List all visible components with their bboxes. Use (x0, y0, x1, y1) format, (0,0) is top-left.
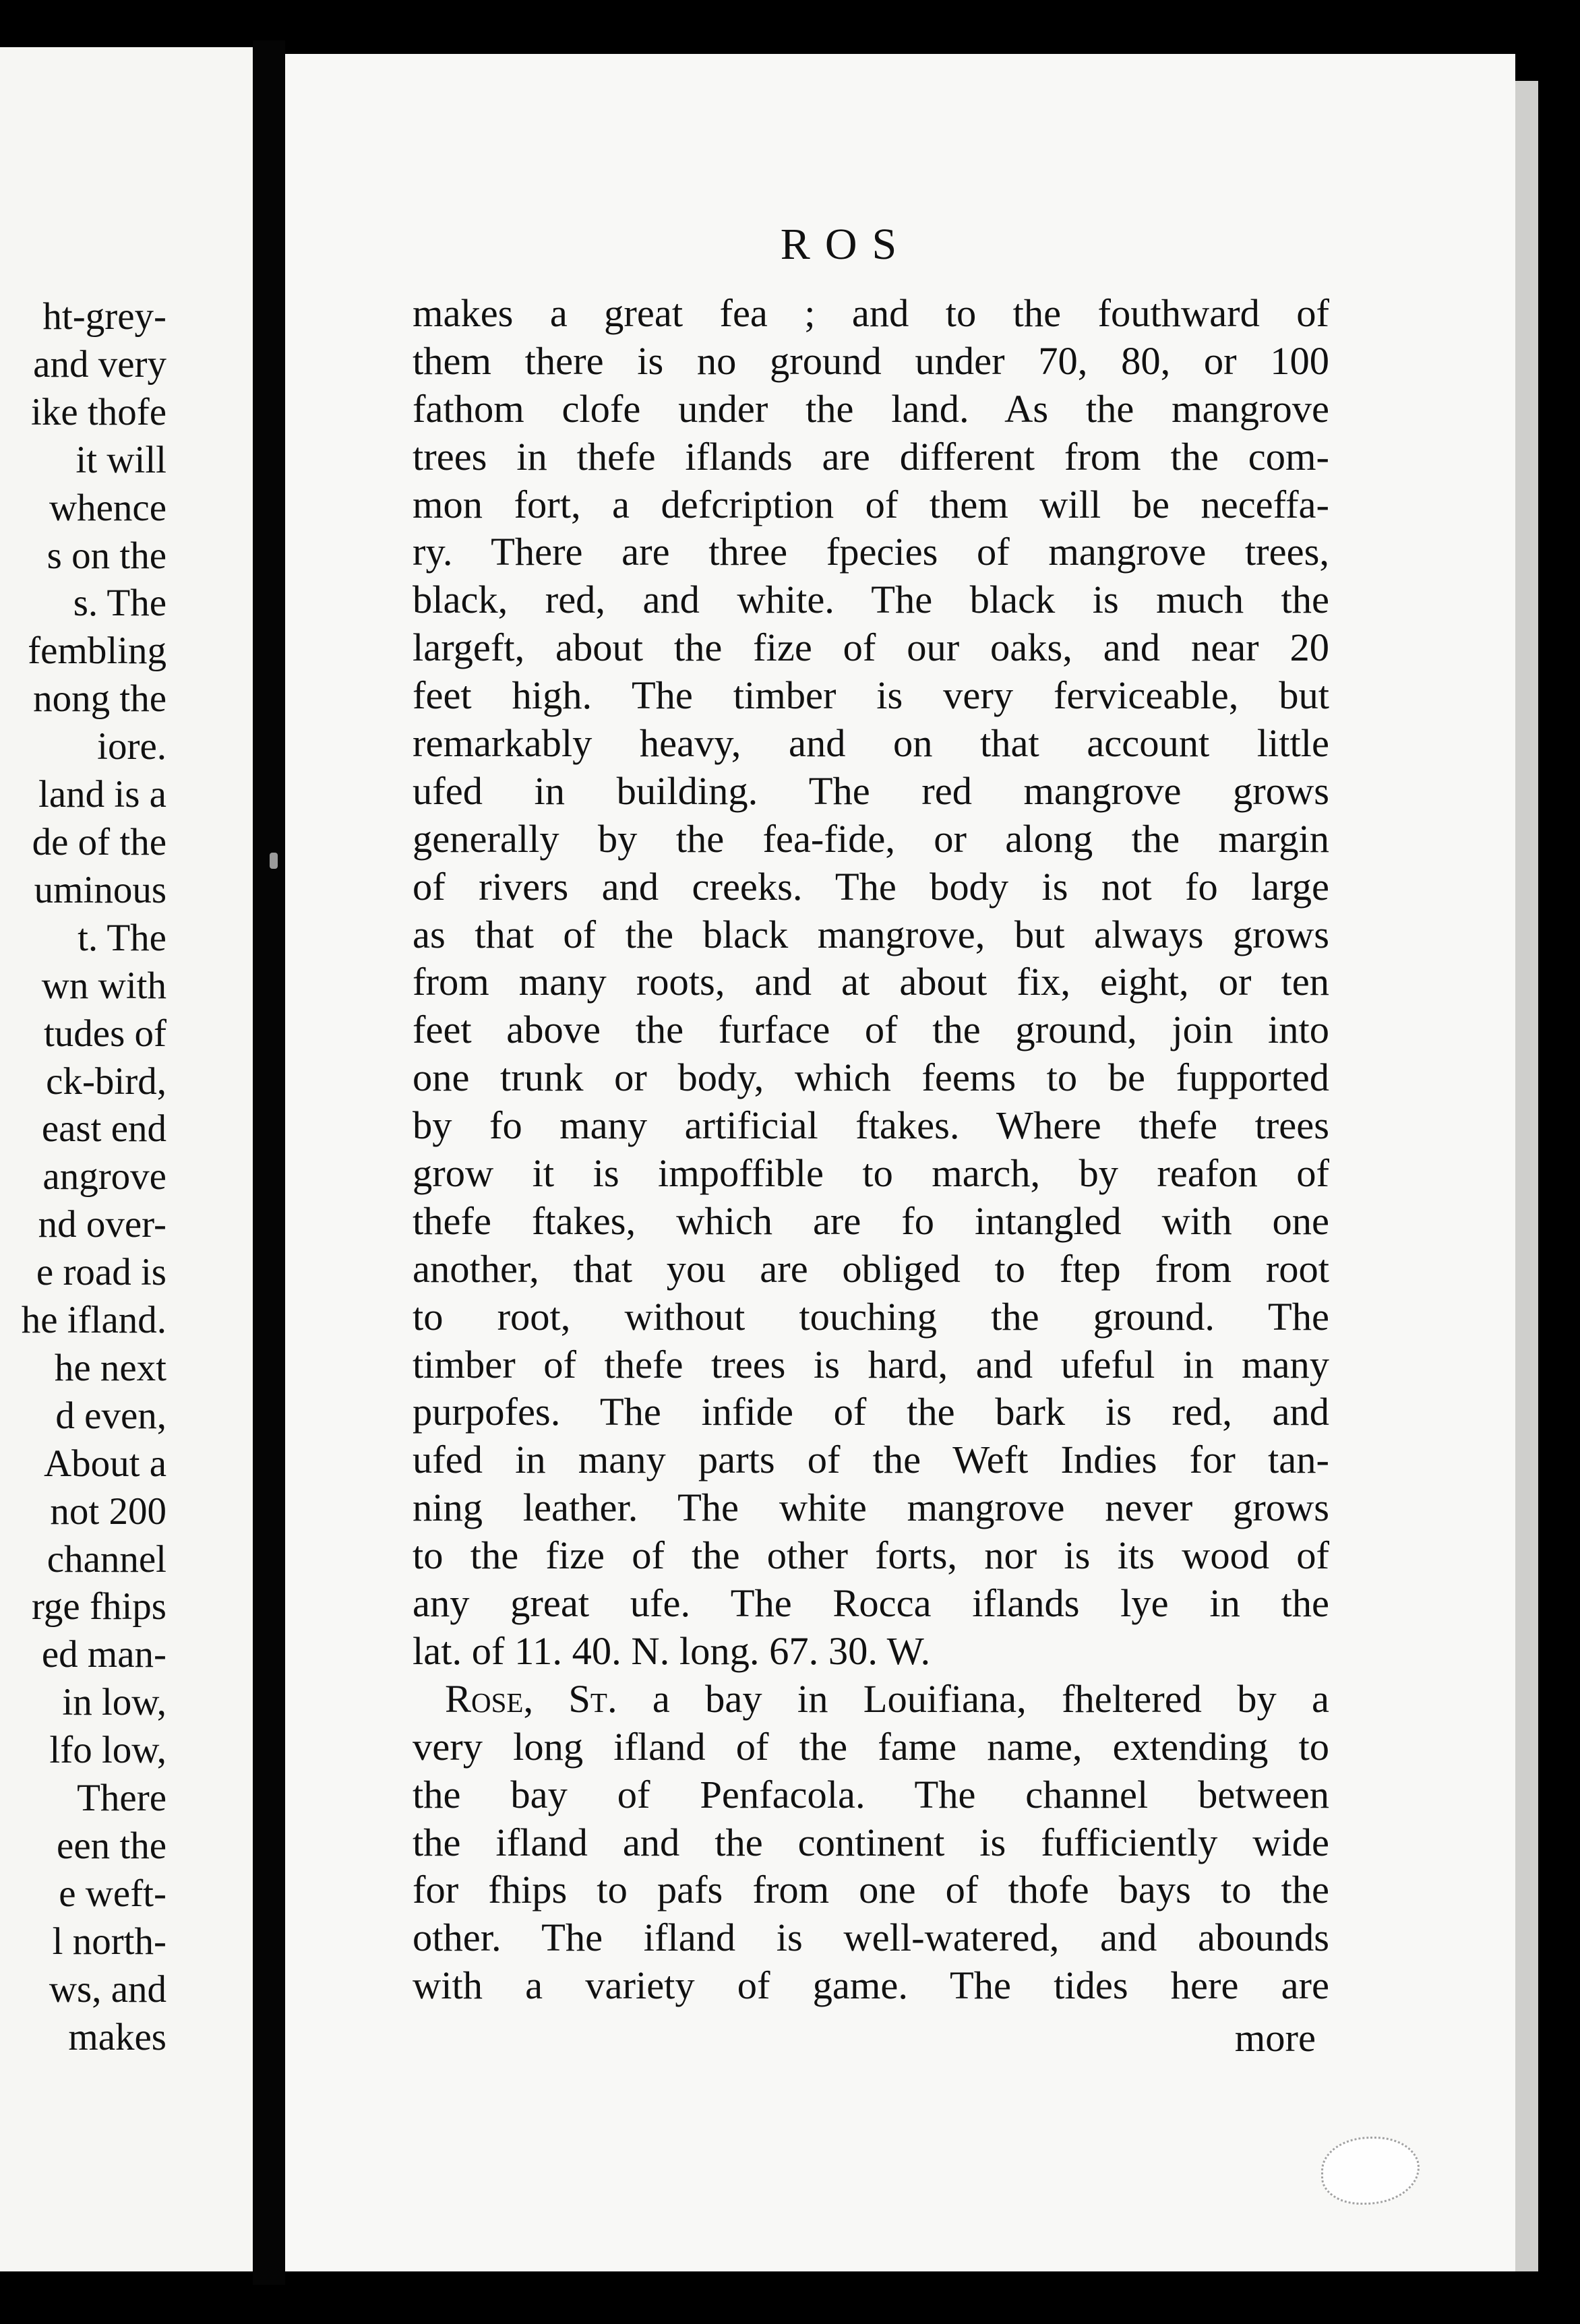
text-line: generally by the fea-fide, or along the margin (413, 816, 1329, 861)
text-line: purpofes. The infide of the bark is red, and (413, 1390, 1329, 1434)
left-page-line: east end (41, 1107, 166, 1151)
left-page-line: ht-grey- (42, 295, 166, 338)
left-page-line: makes (68, 2015, 166, 2058)
entry-line: for fhips to pafs from one of thofe bays to the (413, 1868, 1329, 1912)
book-gutter (253, 40, 285, 2285)
text-line: mon fort, a defcription of them will be neceffa- (413, 482, 1329, 526)
text-line: ufed in building. The red mangrove grows (413, 768, 1329, 813)
left-page-line: lfo low, (49, 1729, 166, 1772)
left-page-line: There (77, 1777, 166, 1820)
left-page-line: nd over- (38, 1203, 166, 1246)
left-page-line: ike thofe (30, 390, 166, 433)
left-page-line: uminous (34, 868, 166, 911)
left-page-line: fembling (28, 630, 166, 673)
text-line: ning leather. The white mangrove never grows (413, 1486, 1329, 1530)
text-line: makes a great fea ; and to the fouthward of (413, 291, 1329, 335)
left-page-line: ws, and (49, 1967, 166, 2011)
text-line: of rivers and creeks. The body is not fo large (413, 864, 1329, 909)
entry-line: with a variety of game. The tides here are (413, 1963, 1329, 2008)
text-line: as that of the black mangrove, but always grows (413, 912, 1329, 956)
left-page-line: de of the (32, 820, 166, 863)
text-line: trees in thefe iflands are different from the com- (413, 434, 1329, 479)
gutter-mark (270, 853, 278, 869)
left-page-line: l north- (52, 1920, 166, 1963)
entry-first-line (413, 1676, 1329, 1723)
text-line: from many roots, and at about fix, eight, or ten (413, 960, 1329, 1004)
left-page-line: e weft- (59, 1872, 166, 1915)
entry-line: the bay of Penfacola. The channel between (413, 1772, 1329, 1816)
left-page-line: it will (75, 438, 166, 481)
text-line: feet above the furface of the ground, join into (413, 1008, 1329, 1052)
left-page-line: e road is (36, 1251, 166, 1294)
left-page-line: angrove (42, 1155, 166, 1198)
text-line: them there is no ground under 70, 80, or 100 (413, 338, 1329, 383)
left-page-line: t. The (78, 916, 166, 959)
text-line: grow it is impoffible to march, by reafon of (413, 1151, 1329, 1196)
text-line: black, red, and white. The black is much the (413, 578, 1329, 622)
entry-line: other. The ifland is well-watered, and abounds (413, 1916, 1329, 1960)
text-line: ufed in many parts of the Weft Indies for tan- (413, 1438, 1329, 1482)
left-page-line: not 200 (50, 1490, 166, 1533)
entry-line: very long ifland of the fame name, extending to (413, 1724, 1329, 1769)
text-line: lat. of 11. 40. N. long. 67. 30. W. (413, 1628, 931, 1673)
left-page-line: channel (47, 1537, 166, 1581)
left-page-line: d even, (55, 1394, 166, 1437)
left-page-line: and very (33, 342, 166, 386)
left-page-line: land is a (38, 773, 166, 816)
left-page-line: s. The (73, 582, 166, 625)
left-page-line: rge fhips (31, 1585, 166, 1628)
entry-line: the ifland and the continent is fufficiently wide (413, 1820, 1329, 1864)
left-page-line: ck-bird, (46, 1060, 166, 1103)
text-line: ry. There are three fpecies of mangrove trees, (413, 530, 1329, 574)
text-line: timber of thefe trees is hard, and ufeful in many (413, 1342, 1329, 1386)
left-page-line: he ifland. (21, 1299, 166, 1342)
left-page-line: iore. (97, 725, 166, 768)
left-page-line: tudes of (43, 1012, 166, 1055)
entry-first-line-text: a bay in Louifiana, fheltered by a (617, 1676, 1329, 1721)
left-page-line: he next (54, 1346, 166, 1389)
text-line: one trunk or body, which feems to be fupported (413, 1056, 1329, 1100)
text-line: feet high. The timber is very ferviceable, but (413, 673, 1329, 718)
text-line: remarkably heavy, and on that account little (413, 721, 1329, 766)
text-line: to root, without touching the ground. The (413, 1294, 1329, 1339)
left-page-line: een the (57, 1825, 166, 1867)
page-edge (1515, 81, 1538, 2271)
catchword: more (1234, 2016, 1316, 2060)
left-page-line: whence (49, 486, 166, 529)
main-page-text (413, 290, 1329, 2010)
entry-headword: Rose, St. (445, 1676, 617, 1721)
text-line: thefe ftakes, which are fo intangled with one (413, 1198, 1329, 1243)
left-page-fragment (0, 47, 253, 2271)
text-line: by fo many artificial ftakes. Where thefe trees (413, 1103, 1329, 1148)
left-page-line: s on the (47, 534, 166, 577)
left-page-line: About a (43, 1442, 166, 1485)
text-line: another, that you are obliged to ftep from root (413, 1246, 1329, 1291)
text-line: any great ufe. The Rocca iflands lye in the (413, 1581, 1329, 1626)
left-page-text (0, 293, 166, 2062)
left-page-line: nong the (33, 677, 166, 721)
text-line: to the fize of the other forts, nor is its wood of (413, 1533, 1329, 1578)
text-line: largeft, about the fize of our oaks, and near 20 (413, 625, 1329, 670)
left-page-line: in low, (62, 1681, 166, 1724)
left-page-line: wn with (41, 964, 166, 1007)
left-page-line: ed man- (41, 1633, 166, 1676)
text-line: fathom clofe under the land. As the mangrove (413, 386, 1329, 431)
running-header: ROS (780, 220, 912, 269)
